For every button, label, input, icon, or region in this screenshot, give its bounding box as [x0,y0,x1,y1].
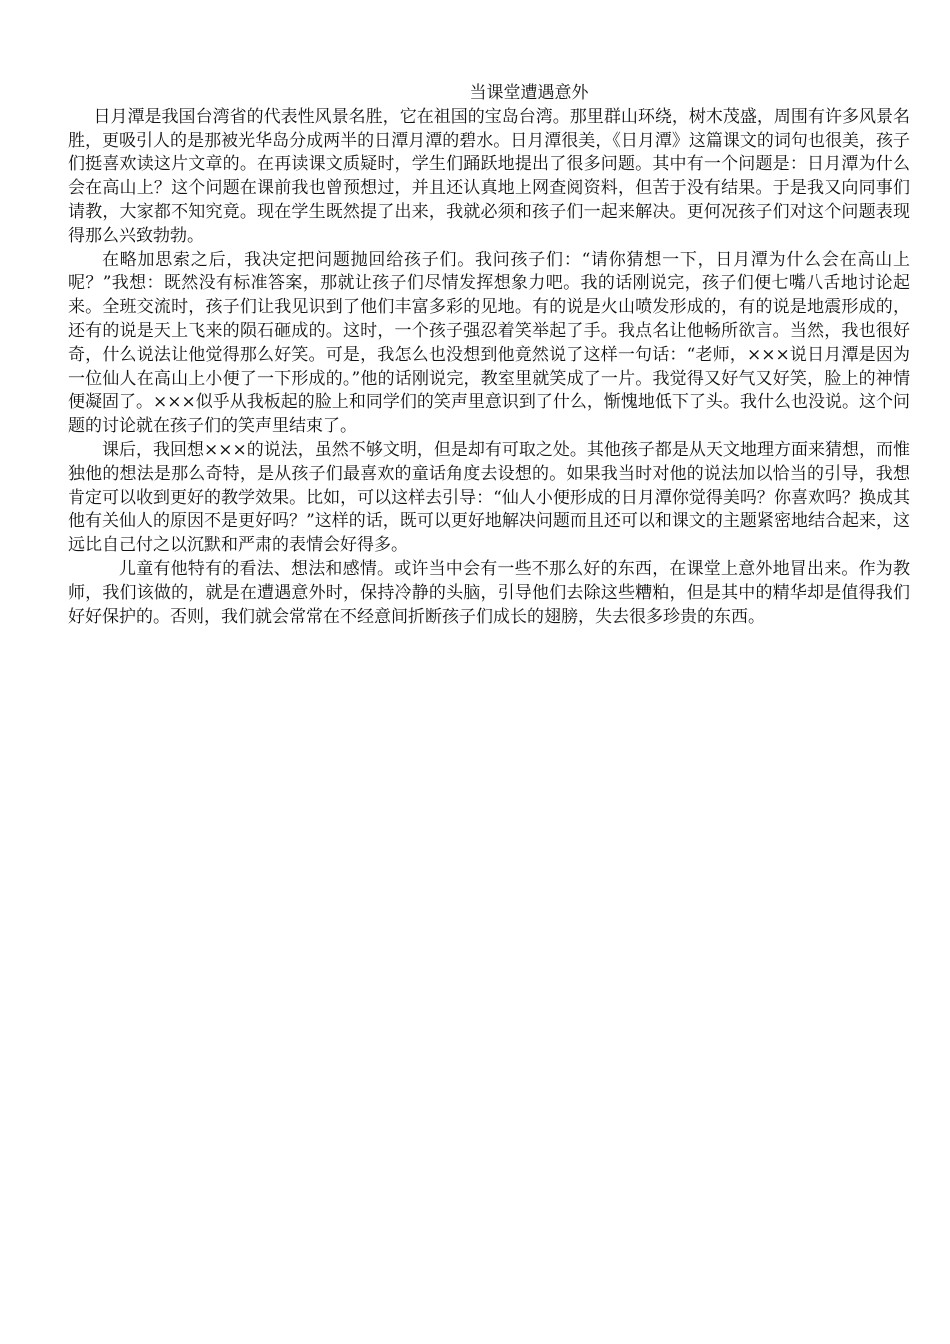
document-page [68,82,910,629]
paragraph-2: 在略加思索之后，我决定把问题抛回给孩子们。我问孩子们：“请你猜想一下，日月潭为什么会在高山上呢？”我想：既然没有标准答案，那就让孩子们尽情发挥想象力吧。我的话刚说完，孩子们便七嘴八舌地讨论起来。全班交流时，孩子们让我见识到了他们丰富多彩的见地。有的说是火山喷发形成的，有的说是地震形成的，还有的说是天上飞来的陨石砸成的。这时，一个孩子强忍着笑举起了手。我点名让他畅所欲言。当然，我也很好奇，什么说法让他觉得那么好笑。可是，我怎么也没想到他竟然说了这样一句话：“老师，×××说日月潭是因为一位仙人在高山上小便了一下形成的。”他的话刚说完，教室里就笑成了一片。我觉得又好气又好笑，脸上的神情便凝固了。×××似乎从我板起的脸上和同学们的笑声里意识到了什么，惭愧地低下了头。我什么也没说。这个问题的讨论就在孩子们的笑声里结束了。 [68,249,910,437]
document-title: 当课堂遭遇意外 [469,83,589,103]
paragraph-3: 课后，我回想×××的说法，虽然不够文明，但是却有可取之处。其他孩子都是从天文地理方面来猜想，而惟独他的想法是那么奇特，是从孩子们最喜欢的童话角度去设想的。如果我当时对他的说法加以恰当的引导，我想肯定可以收到更好的教学效果。比如，可以这样去引导：“仙人小便形成的日月潭你觉得美吗？你喜欢吗？换成其他有关仙人的原因不是更好吗？”这样的话，既可以更好地解决问题而且还可以和课文的主题紧密地结合起来，这远比自己付之以沉默和严肃的表情会好得多。 [68,439,910,556]
paragraph-4: 儿童有他特有的看法、想法和感情。或许当中会有一些不那么好的东西，在课堂上意外地冒出来。作为教师，我们该做的，就是在遭遇意外时，保持冷静的头脑，引导他们去除这些糟粕，但是其中的精华却是值得我们好好保护的。否则，我们就会常常在不经意间折断孩子们成长的翅膀，失去很多珍贵的东西。 [68,558,910,627]
paragraph-1: 日月潭是我国台湾省的代表性风景名胜，它在祖国的宝岛台湾。那里群山环绕，树木茂盛，周围有许多风景名胜，更吸引人的是那被光华岛分成两半的日潭月潭的碧水。日月潭很美，《日月潭》这篇课文的词句也很美，孩子们挺喜欢读这片文章的。在再读课文质疑时，学生们踊跃地提出了很多问题。其中有一个问题是：日月潭为什么会在高山上？这个问题在课前我也曾预想过，并且还认真地上网查阅资料，但苦于没有结果。于是我又向同事们请教，大家都不知究竟。现在学生既然提了出来，我就必须和孩子们一起来解决。更何况孩子们对这个问题表现得那么兴致勃勃。 [68,106,910,246]
